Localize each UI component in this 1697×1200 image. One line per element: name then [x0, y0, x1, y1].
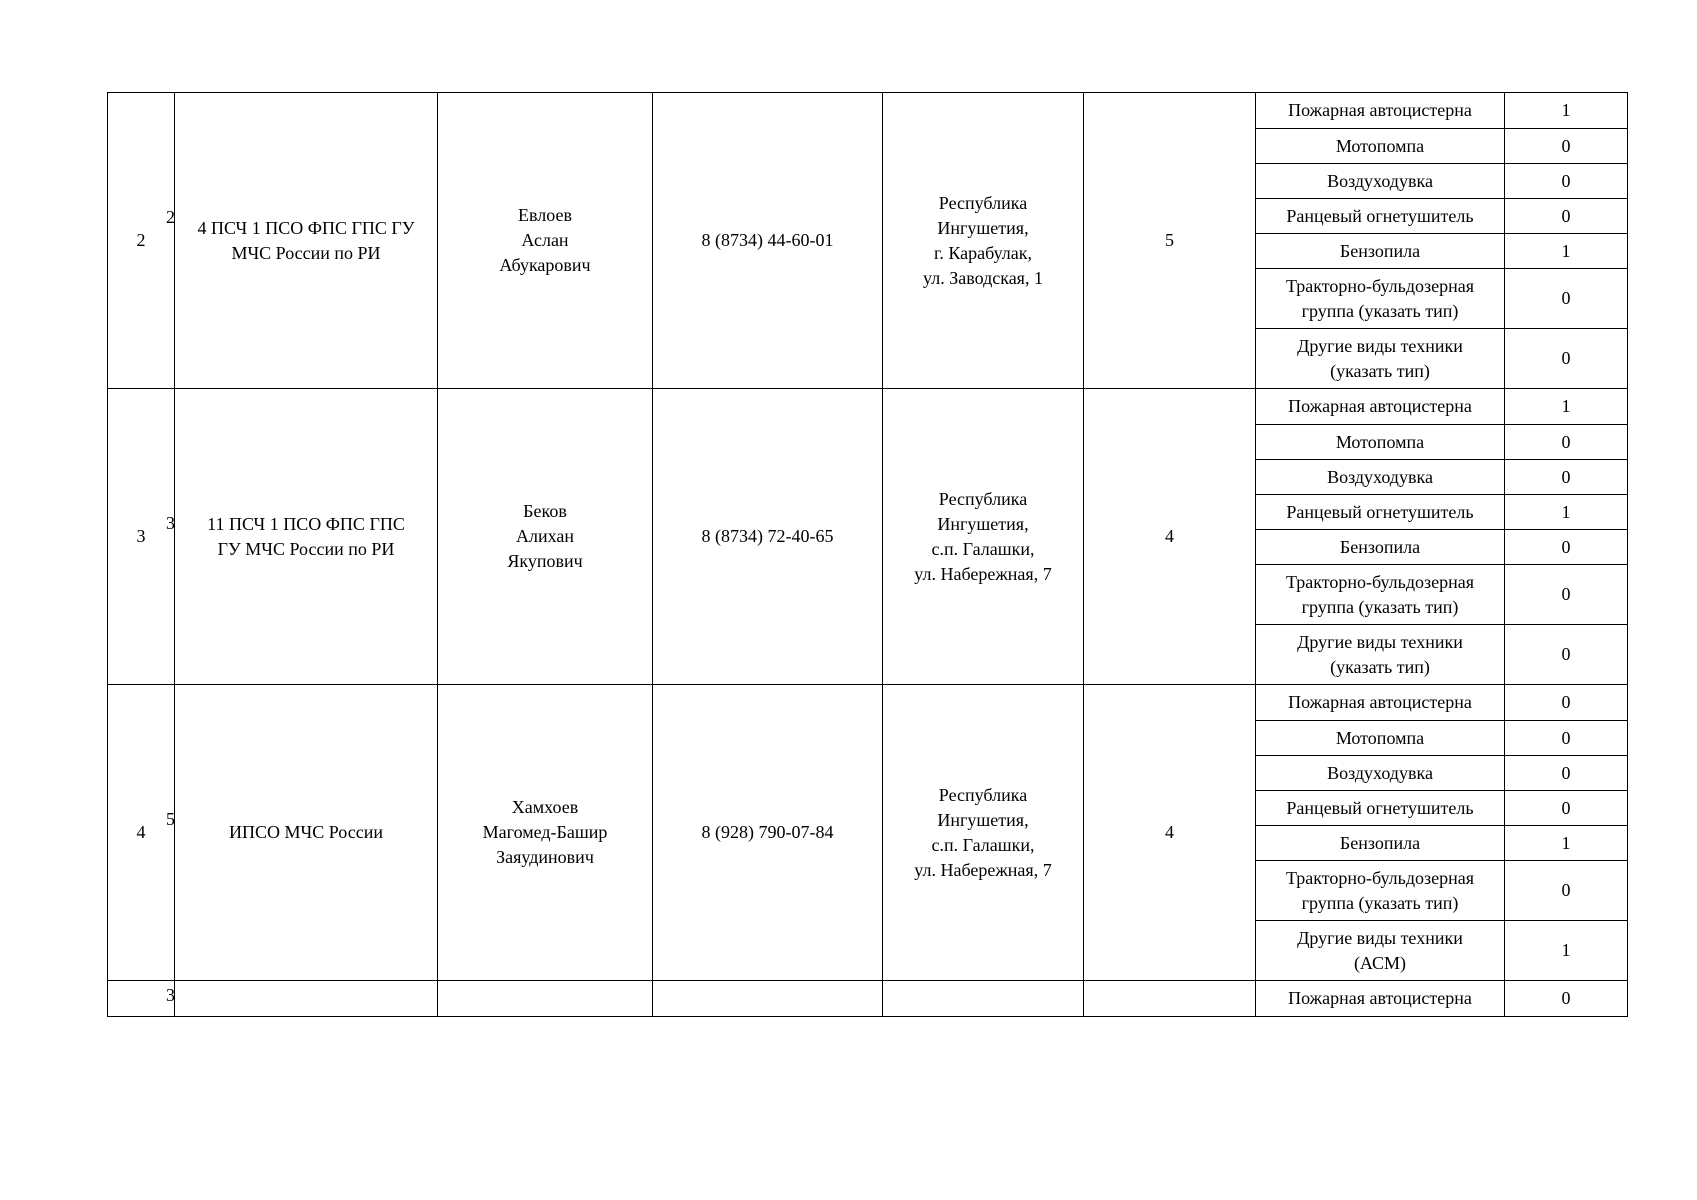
staff-count-cell: [1084, 981, 1256, 1017]
phone-cell: [653, 93, 883, 389]
staff-count-cell: [1084, 685, 1256, 981]
head-name-cell-text: Евлоев Аслан Абукарович: [499, 205, 591, 275]
equipment-count: 0: [1561, 797, 1571, 818]
equipment-name-cell: [1256, 269, 1505, 329]
head-name-cell-text: Беков Алихан Якупович: [507, 501, 583, 571]
equipment-count: 0: [1561, 348, 1571, 368]
staff-count-cell-text: 4: [1165, 526, 1174, 546]
equipment-name: Другие виды техники (указать тип): [1297, 335, 1463, 381]
equipment-count: 0: [1561, 988, 1571, 1008]
equipment-count-cell: [1505, 389, 1628, 425]
equipment-name: Воздуходувка: [1327, 466, 1433, 487]
row-number-cell-text: 4: [136, 822, 146, 842]
equipment-count-cell: [1505, 164, 1628, 199]
phone-cell-text: 8 (8734) 72-40-65: [701, 526, 834, 546]
equipment-name: Мотопомпа: [1335, 431, 1425, 452]
equipment-count-cell: [1505, 565, 1628, 625]
address-cell-text: Республика Ингушетия, с.п. Галашки, ул. Набережная, 7: [914, 488, 1052, 584]
equipment-name-cell: [1256, 981, 1505, 1017]
equipment-name-cell: [1256, 329, 1505, 389]
address-cell: [883, 93, 1084, 389]
equipment-name: Бензопила: [1339, 832, 1421, 853]
equipment-count-cell: [1505, 981, 1628, 1017]
unit-name-cell-text: 4 ПСЧ 1 ПСО ФПС ГПС ГУ МЧС России по РИ: [197, 217, 415, 263]
row-number-cell: [108, 981, 175, 1017]
equipment-name: Другие виды техники (АСМ): [1297, 927, 1463, 973]
equipment-name-cell: [1256, 861, 1505, 921]
equipment-count-cell: [1505, 791, 1628, 826]
row-number-overlay: 2: [166, 207, 175, 227]
equipment-name: Бензопила: [1339, 240, 1421, 261]
equipment-count: 1: [1561, 240, 1571, 261]
equipment-name-cell: [1256, 921, 1505, 981]
head-name-cell: [438, 389, 653, 685]
equipment-name: Тракторно-бульдозерная группа (указать тип): [1285, 275, 1475, 321]
equipment-count-cell: [1505, 861, 1628, 921]
equipment-name: Ранцевый огнетушитель: [1286, 501, 1474, 522]
address-cell-text: Республика Ингушетия, г. Карабулак, ул. Заводская, 1: [923, 192, 1043, 288]
equipment-name-cell: [1256, 826, 1505, 861]
equipment-name: Другие виды техники (указать тип): [1297, 631, 1463, 677]
row-number-overlay: 3: [166, 985, 175, 1005]
row-number-cell: [108, 685, 175, 981]
equipment-name-cell: [1256, 199, 1505, 234]
equipment-count: 0: [1561, 288, 1571, 308]
row-number-cell: [108, 389, 175, 685]
equipment-name-cell: [1256, 389, 1505, 425]
unit-name-cell: [175, 389, 438, 685]
equipment-count-cell: [1505, 921, 1628, 981]
phone-cell-text: 8 (928) 790-07-84: [701, 822, 834, 842]
unit-name-cell-text: 11 ПСЧ 1 ПСО ФПС ГПС ГУ МЧС России по РИ: [207, 513, 405, 559]
row-number-cell: [108, 93, 175, 389]
staff-count-cell-text: 4: [1165, 822, 1174, 842]
unit-name-cell: [175, 981, 438, 1017]
staff-count-cell: [1084, 389, 1256, 685]
row-number-overlay: 3: [166, 513, 175, 533]
equipment-name-cell: [1256, 625, 1505, 685]
equipment-name: Мотопомпа: [1335, 727, 1425, 748]
equipment-name-cell: [1256, 530, 1505, 565]
phone-cell: [653, 685, 883, 981]
equipment-count: 0: [1561, 466, 1571, 487]
equipment-name-cell: [1256, 425, 1505, 460]
equipment-count: 0: [1561, 644, 1571, 664]
units-table: [107, 92, 1628, 1017]
equipment-count-cell: [1505, 199, 1628, 234]
equipment-name-cell: [1256, 234, 1505, 269]
unit-name-cell: [175, 685, 438, 981]
equipment-count-cell: [1505, 425, 1628, 460]
equipment-count-cell: [1505, 826, 1628, 861]
head-name-cell-text: Хамхоев Магомед-Башир Заяудинович: [482, 797, 608, 867]
table-row: [108, 93, 1628, 129]
equipment-count-cell: [1505, 530, 1628, 565]
equipment-name-cell: [1256, 129, 1505, 164]
address-cell: [883, 685, 1084, 981]
equipment-count: 0: [1561, 584, 1571, 604]
equipment-name: Ранцевый огнетушитель: [1286, 205, 1474, 226]
equipment-name: Воздуходувка: [1327, 762, 1433, 783]
table-body: [108, 93, 1628, 1017]
staff-count-cell: [1084, 93, 1256, 389]
equipment-count-cell: [1505, 129, 1628, 164]
equipment-name: Пожарная автоцистерна: [1288, 396, 1472, 416]
equipment-count: 0: [1561, 880, 1571, 900]
unit-name-cell-text: ИПСО МЧС России: [229, 822, 383, 842]
equipment-name-cell: [1256, 460, 1505, 495]
phone-cell: [653, 389, 883, 685]
equipment-name-cell: [1256, 495, 1505, 530]
equipment-count-cell: [1505, 234, 1628, 269]
address-cell-text: Республика Ингушетия, с.п. Галашки, ул. Набережная, 7: [914, 784, 1052, 880]
head-name-cell: [438, 93, 653, 389]
equipment-name-cell: [1256, 721, 1505, 756]
equipment-name-cell: [1256, 685, 1505, 721]
equipment-name: Пожарная автоцистерна: [1288, 988, 1472, 1008]
equipment-count: 0: [1561, 135, 1571, 156]
equipment-name: Воздуходувка: [1327, 170, 1433, 191]
equipment-count: 1: [1561, 396, 1571, 416]
row-number-cell-text: 2: [136, 230, 146, 250]
head-name-cell: [438, 981, 653, 1017]
equipment-name-cell: [1256, 93, 1505, 129]
table-row: [108, 685, 1628, 721]
equipment-count-cell: [1505, 495, 1628, 530]
equipment-count: 0: [1561, 692, 1571, 712]
equipment-count: 1: [1561, 940, 1571, 960]
equipment-name: Тракторно-бульдозерная группа (указать тип): [1285, 571, 1475, 617]
address-cell: [883, 389, 1084, 685]
equipment-count-cell: [1505, 625, 1628, 685]
row-number-overlay: 5: [166, 809, 175, 829]
equipment-count: 1: [1561, 100, 1571, 120]
equipment-count-cell: [1505, 329, 1628, 389]
equipment-name-cell: [1256, 164, 1505, 199]
table-row: [108, 981, 1628, 1017]
equipment-count: 0: [1561, 727, 1571, 748]
equipment-count: 0: [1561, 762, 1571, 783]
equipment-name-cell: [1256, 791, 1505, 826]
equipment-count: 0: [1561, 431, 1571, 452]
head-name-cell: [438, 685, 653, 981]
equipment-name: Пожарная автоцистерна: [1288, 100, 1472, 120]
equipment-count: 0: [1561, 205, 1571, 226]
equipment-name: Пожарная автоцистерна: [1288, 692, 1472, 712]
equipment-name: Ранцевый огнетушитель: [1286, 797, 1474, 818]
equipment-count-cell: [1505, 93, 1628, 129]
phone-cell-text: 8 (8734) 44-60-01: [701, 230, 834, 250]
equipment-name-cell: [1256, 756, 1505, 791]
equipment-name-cell: [1256, 565, 1505, 625]
equipment-count-cell: [1505, 756, 1628, 791]
equipment-count: 0: [1561, 536, 1571, 557]
equipment-count: 1: [1561, 832, 1571, 853]
equipment-name: Мотопомпа: [1335, 135, 1425, 156]
phone-cell: [653, 981, 883, 1017]
equipment-count: 1: [1561, 501, 1571, 522]
equipment-count-cell: [1505, 269, 1628, 329]
equipment-count-cell: [1505, 460, 1628, 495]
staff-count-cell-text: 5: [1165, 230, 1174, 250]
address-cell: [883, 981, 1084, 1017]
table-row: [108, 389, 1628, 425]
equipment-count-cell: [1505, 721, 1628, 756]
equipment-count: 0: [1561, 170, 1571, 191]
equipment-count-cell: [1505, 685, 1628, 721]
unit-name-cell: [175, 93, 438, 389]
equipment-name: Тракторно-бульдозерная группа (указать тип): [1285, 867, 1475, 913]
equipment-name: Бензопила: [1339, 536, 1421, 557]
row-number-cell-text: 3: [136, 526, 146, 546]
